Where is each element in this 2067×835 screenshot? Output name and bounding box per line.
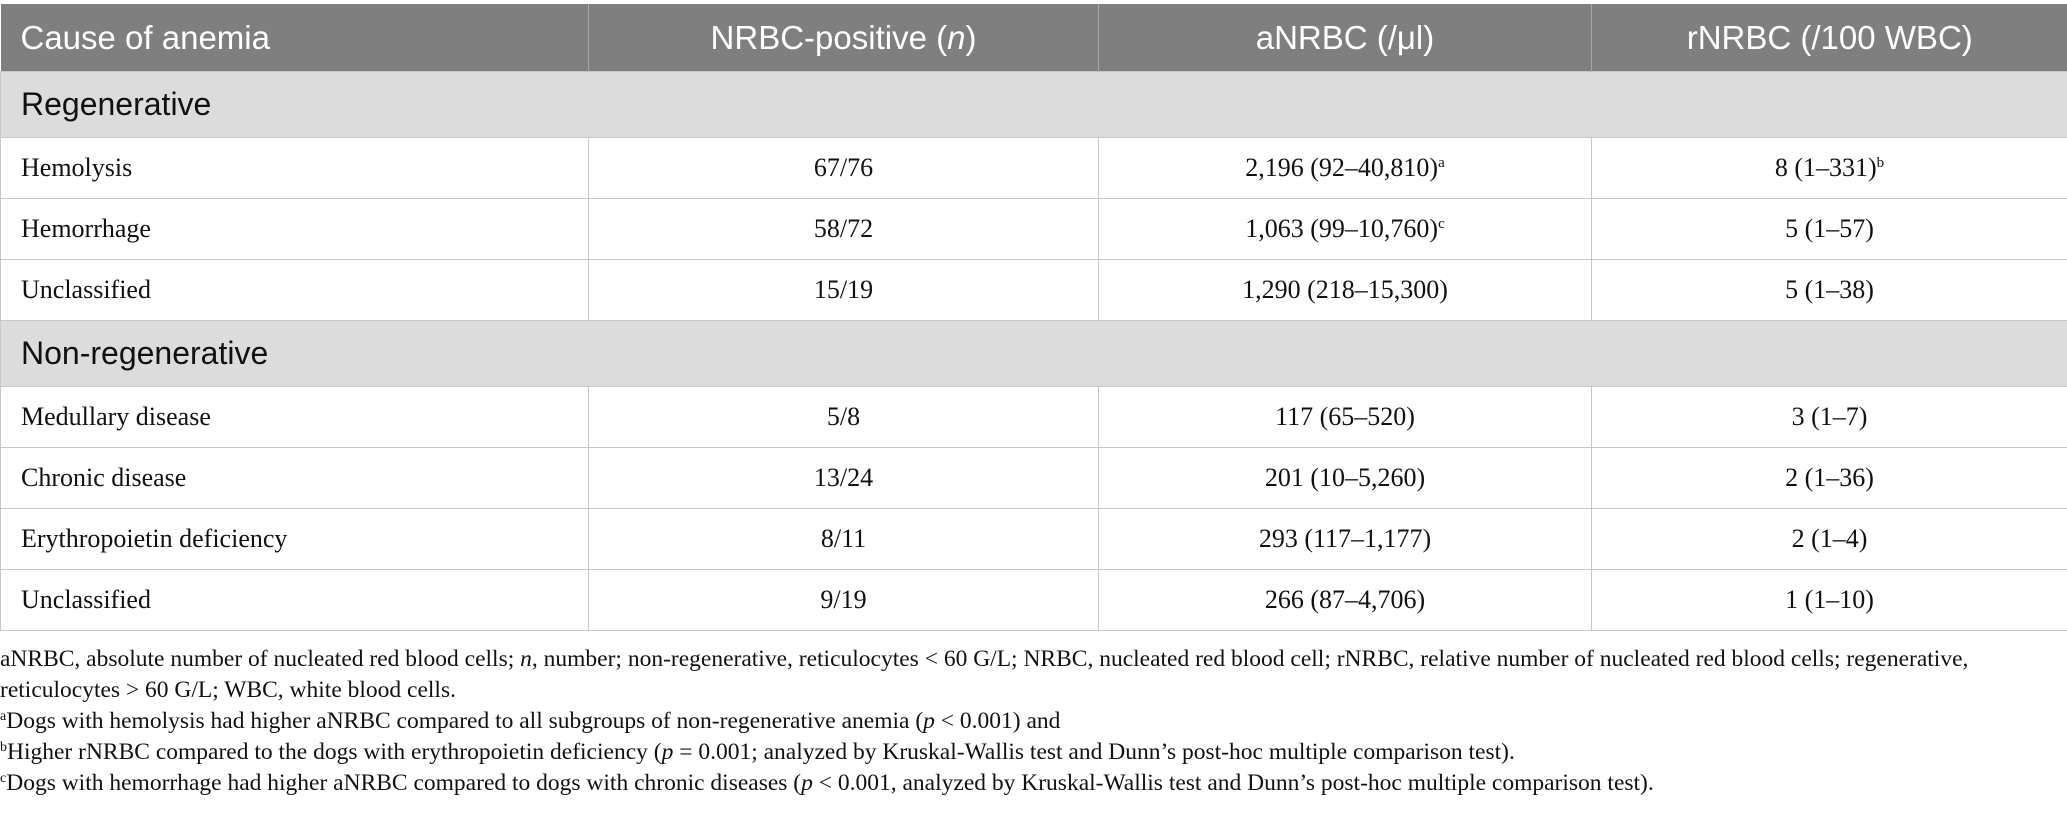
table-footnotes <box>0 644 2050 799</box>
cell-nrbc-positive: 9/19 <box>589 570 1099 631</box>
abbrev-text-1: aNRBC, absolute number of nucleated red blood cells; <box>0 646 521 672</box>
header-rnrbc: rNRBC (/100 WBC) <box>1592 4 2067 72</box>
header-nrbc-positive-suffix: ) <box>965 18 977 56</box>
cell-cause: Chronic disease <box>1 448 589 509</box>
cell-anrbc <box>1099 199 1592 260</box>
footnote-c <box>0 768 2050 799</box>
footnote-a <box>0 706 2050 737</box>
table-row <box>1 387 2067 448</box>
table-header-row <box>1 4 2067 72</box>
table-row <box>1 570 2067 631</box>
cell-anrbc-value: 2,196 (92–40,810) <box>1245 153 1439 182</box>
cell-cause: Unclassified <box>1 260 589 321</box>
group-row-non-regenerative <box>1 321 2067 387</box>
footnote-a-p: p <box>923 708 935 734</box>
footnote-a-text-2: < 0.001) and <box>934 708 1061 734</box>
footnote-marker: b <box>1876 155 1885 171</box>
footnote-b-text-2: = 0.001; analyzed by Kruskal-Wallis test and Dunn’s post-hoc multiple comparison test). <box>673 739 1515 765</box>
cell-nrbc-positive: 8/11 <box>589 509 1099 570</box>
abbrev-n: n <box>520 646 532 672</box>
anemia-nrbc-table-container <box>0 4 2067 631</box>
cell-rnrbc: 2 (1–4) <box>1592 509 2067 570</box>
abbreviations-note <box>0 644 2050 706</box>
cell-cause: Hemolysis <box>1 138 589 199</box>
cell-cause: Medullary disease <box>1 387 589 448</box>
cell-anrbc-value: 1,063 (99–10,760) <box>1245 214 1439 243</box>
cell-rnrbc: 5 (1–57) <box>1592 199 2067 260</box>
cell-nrbc-positive: 13/24 <box>589 448 1099 509</box>
footnote-c-p: p <box>801 770 813 796</box>
cell-rnrbc <box>1592 138 2067 199</box>
footnote-b <box>0 737 2050 768</box>
footnote-b-p: p <box>661 739 674 765</box>
cell-anrbc: 293 (117–1,177) <box>1099 509 1592 570</box>
group-row-regenerative <box>1 72 2067 138</box>
footnote-marker: a <box>1438 155 1445 171</box>
header-nrbc-positive <box>589 4 1099 72</box>
table-row <box>1 138 2067 199</box>
group-label: Regenerative <box>1 72 2067 138</box>
footnote-c-text-2: < 0.001, analyzed by Kruskal-Wallis test and Dunn’s post-hoc multiple comparison test). <box>812 770 1654 796</box>
header-cause-of-anemia: Cause of anemia <box>1 4 589 72</box>
cell-nrbc-positive: 15/19 <box>589 260 1099 321</box>
footnote-c-text-1: Dogs with hemorrhage had higher aNRBC compared to dogs with chronic diseases ( <box>6 770 802 796</box>
cell-cause: Unclassified <box>1 570 589 631</box>
footnote-c-mark: c <box>0 771 7 786</box>
header-nrbc-positive-prefix: NRBC-positive ( <box>710 18 948 56</box>
table-row <box>1 260 2067 321</box>
table-row <box>1 199 2067 260</box>
cell-anrbc: 266 (87–4,706) <box>1099 570 1592 631</box>
cell-cause: Hemorrhage <box>1 199 589 260</box>
cell-rnrbc: 1 (1–10) <box>1592 570 2067 631</box>
table-row <box>1 509 2067 570</box>
footnote-a-mark: a <box>0 709 7 724</box>
cell-cause: Erythropoietin deficiency <box>1 509 589 570</box>
cell-anrbc: 201 (10–5,260) <box>1099 448 1592 509</box>
cell-nrbc-positive: 5/8 <box>589 387 1099 448</box>
cell-rnrbc-value: 8 (1–331) <box>1774 153 1877 182</box>
cell-rnrbc: 2 (1–36) <box>1592 448 2067 509</box>
footnote-b-text-1: Higher rNRBC compared to the dogs with erythropoietin deficiency ( <box>7 739 662 765</box>
table-row <box>1 448 2067 509</box>
group-label: Non-regenerative <box>1 321 2067 387</box>
cell-nrbc-positive: 58/72 <box>589 199 1099 260</box>
footnote-a-text-1: Dogs with hemolysis had higher aNRBC compared to all subgroups of non-regenerative anemia ( <box>6 708 924 734</box>
anemia-nrbc-table <box>0 4 2067 631</box>
footnote-marker: c <box>1438 216 1445 232</box>
header-nrbc-positive-n: n <box>947 18 966 56</box>
cell-rnrbc: 3 (1–7) <box>1592 387 2067 448</box>
cell-anrbc <box>1099 138 1592 199</box>
cell-anrbc: 1,290 (218–15,300) <box>1099 260 1592 321</box>
header-anrbc: aNRBC (/μl) <box>1099 4 1592 72</box>
cell-anrbc: 117 (65–520) <box>1099 387 1592 448</box>
footnote-b-mark: b <box>0 740 7 755</box>
cell-nrbc-positive: 67/76 <box>589 138 1099 199</box>
abbrev-text-2: , number; non-regenerative, reticulocytes < 60 G/L; NRBC, nucleated red blood cell; rNRBC, relative number of nucleated red blood cells; regenerative, reticulocytes > 60 G/L; WBC, white blood cells. <box>0 646 1969 703</box>
cell-rnrbc: 5 (1–38) <box>1592 260 2067 321</box>
